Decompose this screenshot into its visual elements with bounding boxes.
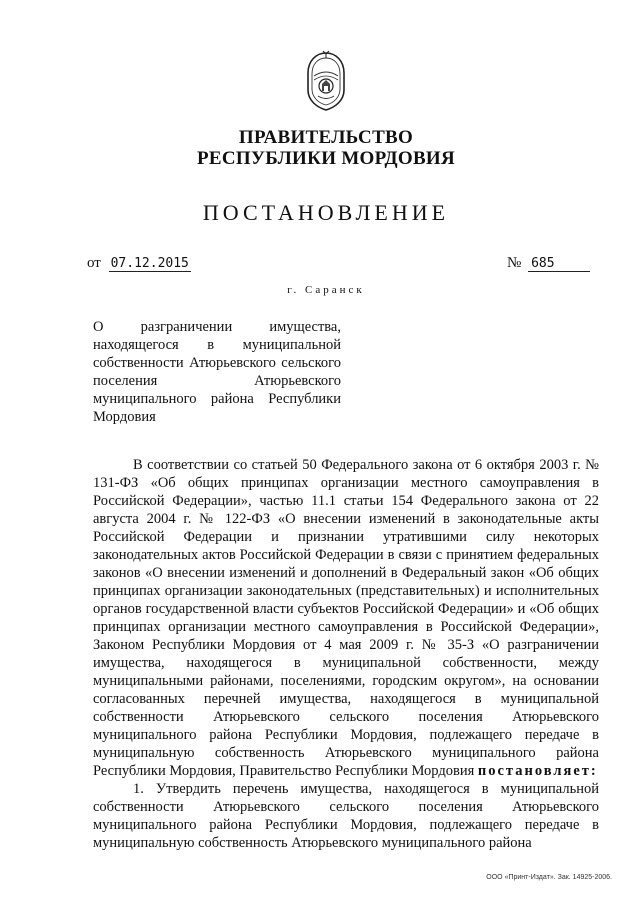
city-name: г. Саранск [287, 284, 365, 296]
government-title-line1: ПРАВИТЕЛЬСТВО [238, 127, 414, 148]
document-type-title: ПОСТАНОВЛЕНИЕ [202, 200, 450, 225]
date-line [87, 255, 191, 272]
body-paragraph-1 [93, 456, 599, 780]
government-title-line2: РЕСПУБЛИКИ МОРДОВИЯ [196, 148, 456, 169]
printer-note: ООО «Принт-Издат». Зак. 14925-2006. [486, 874, 612, 881]
body-paragraph-2: 1. Утвердить перечень имущества, находящегося в муниципальной собственности Атюрьевского сельского поселения Атюрьевского муниципального района Республики Мордовия, подлежащего передаче в муниципальную собственность Атюрьевского муниципального района [93, 781, 599, 851]
number-line [507, 255, 590, 272]
decree-subject: О разграничении имущества, находящегося в муниципальной собственности Атюрьевского сельского поселения Атюрьевского муниципального района Республики Мордовия [93, 319, 341, 425]
body-paragraph-1-text: В соответствии со статьей 50 Федерального закона от 6 октября 2003 г. № 131-ФЗ «Об общих принципах организации местного самоуправления в Российской Федерации», частью 11.1 статьи 154 Федерального закона от 22 августа 2004 г. № 122-ФЗ «О внесении изменений в законодательные акты Российской Федерации и признании утратившими силу некоторых законодательных актов Российской Федерации в связи с принятием федеральных законов «О внесении изменений и дополнений в Федеральный закон «Об общих принципах организации законодательных (представительных) и исполнительных органов государственной власти субъектов Российской Федерации» и «Об общих принципах организации местного самоуправления в Российской Федерации», Законом Республики Мордовия от 4 мая 2009 г. № 35-З «О разграничении имущества, находящегося в муниципальной собственности, между муниципальными районами, поселениями, городским округом», на основании согласованных перечней имущества, находящегося в муниципальной собственности Атюрьевского сельского поселения Атюрьевского муниципального района Республики Мордовия, подлежащего передаче в муниципальную собственность Атюрьевского муниципального района Республики Мордовия, Правительство Республики Мордовия [93, 457, 599, 779]
decree-date: 07.12.2015 [110, 256, 189, 271]
decree-body [93, 456, 599, 852]
date-prefix: от [87, 255, 101, 271]
decree-word: постановляет: [477, 763, 598, 779]
number-prefix: № [507, 255, 522, 271]
decree-number: 685 [528, 256, 590, 272]
coat-of-arms-emblem [302, 50, 350, 112]
